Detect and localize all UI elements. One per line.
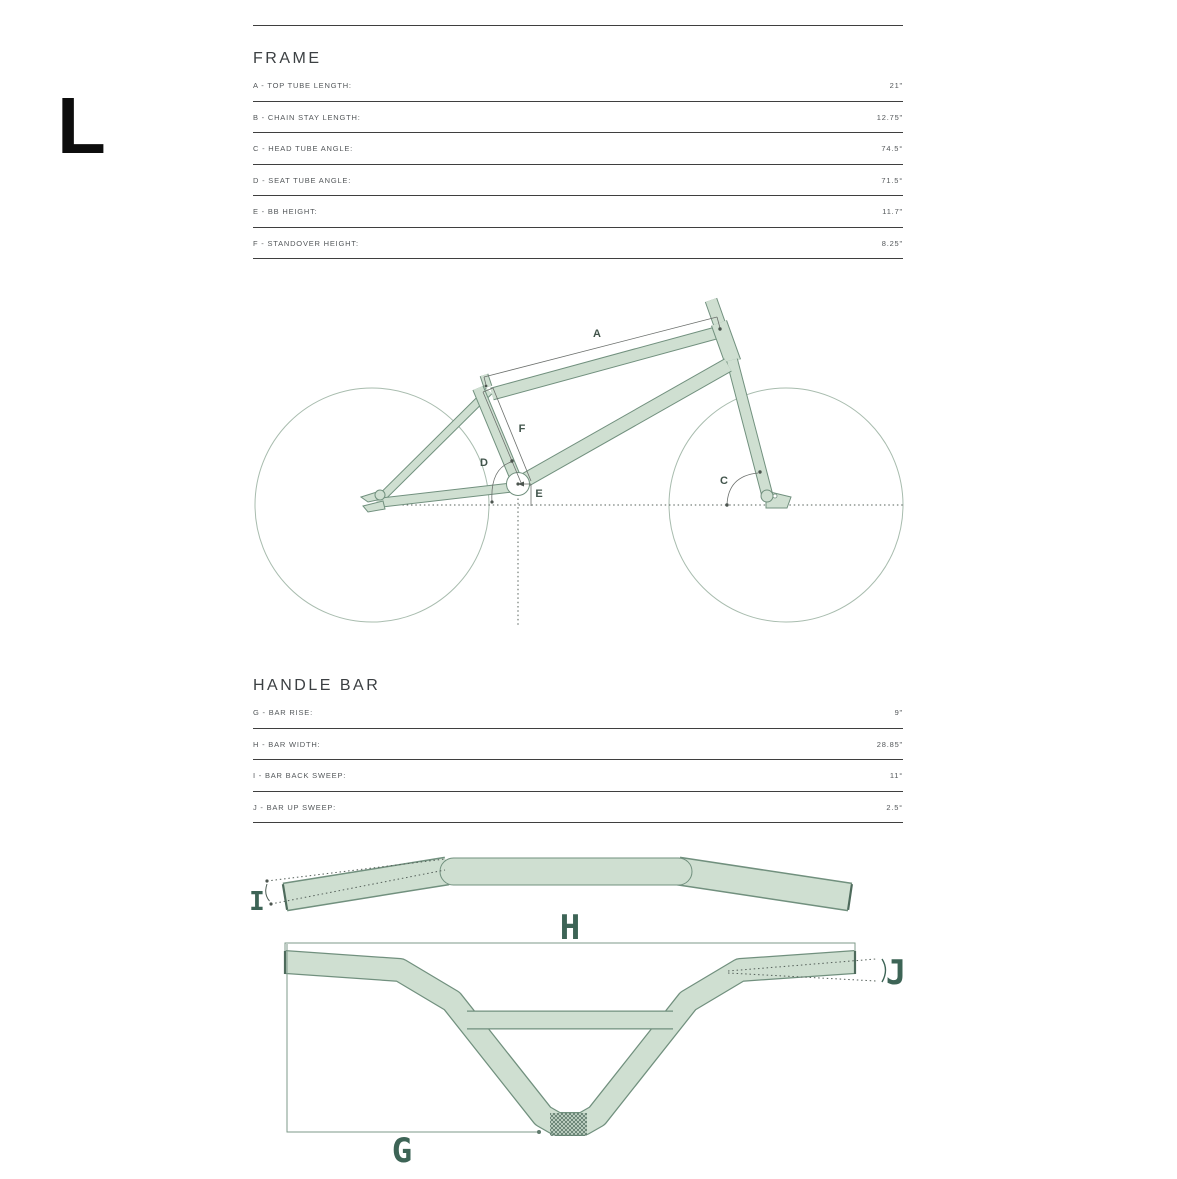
spec-value: 12.75" [876,112,903,122]
dim-label-g: G [391,1131,413,1171]
handlebar-top-view [249,858,852,917]
spec-label: C - HEAD TUBE ANGLE: [253,144,354,154]
frame-spec-table [253,70,903,259]
front-dropout [761,490,791,508]
spec-label: G - BAR RISE: [253,708,313,718]
handlebar-section-title: HANDLE BAR [253,677,381,694]
handlebar-spec-table [253,697,903,823]
spec-value: 21" [889,81,903,91]
spec-row-up-sweep [253,792,903,824]
dim-label-a: A [593,328,601,340]
spec-value: 28.85" [876,739,903,749]
spec-label: F - STANDOVER HEIGHT: [253,238,359,248]
handlebar-diagram [240,840,920,1175]
spec-row-bb-height [253,196,903,228]
spec-value: 71.5° [881,175,903,185]
dim-f-line [483,392,522,485]
dim-label-j: J [885,953,907,993]
dim-label-d: D [480,457,488,469]
dim-label-c: C [720,475,728,487]
spec-row-chain-stay [253,102,903,134]
spec-value: 74.5° [881,144,903,154]
spec-value: 11.7" [882,207,903,217]
spec-value: 11° [889,771,903,781]
handlebar-section [253,663,903,823]
handlebar-front-view [285,908,906,1171]
dim-label-e: E [535,488,543,500]
rear-dropout [361,490,385,512]
spec-label: J - BAR UP SWEEP: [253,802,337,812]
spec-value: 8.25" [881,238,903,248]
spec-row-bar-rise [253,697,903,729]
size-label: L [57,81,106,170]
spec-row-bar-width [253,729,903,761]
frame-section [253,25,903,259]
frame-section-title: FRAME [253,50,322,67]
spec-row-head-angle [253,133,903,165]
spec-value: 2.5° [886,802,903,812]
spec-label: D - SEAT TUBE ANGLE: [253,175,352,185]
dim-label-f: F [518,423,526,435]
spec-label: A - TOP TUBE LENGTH: [253,81,352,91]
spec-label: I - BAR BACK SWEEP: [253,771,347,781]
clamp-knurl [550,1113,587,1136]
dim-c-arc [727,473,758,505]
frame-tubes [377,300,768,503]
spec-label: H - BAR WIDTH: [253,739,321,749]
dim-label-i: I [249,887,265,917]
spec-label: B - CHAIN STAY LENGTH: [253,112,361,122]
dim-label-h: H [559,908,581,948]
spec-label: E - BB HEIGHT: [253,207,318,217]
frame-diagram [250,285,905,640]
spec-row-top-tube [253,70,903,102]
spec-row-back-sweep [253,760,903,792]
spec-value: 9" [894,708,903,718]
spec-row-standover [253,228,903,260]
spec-row-seat-angle [253,165,903,197]
